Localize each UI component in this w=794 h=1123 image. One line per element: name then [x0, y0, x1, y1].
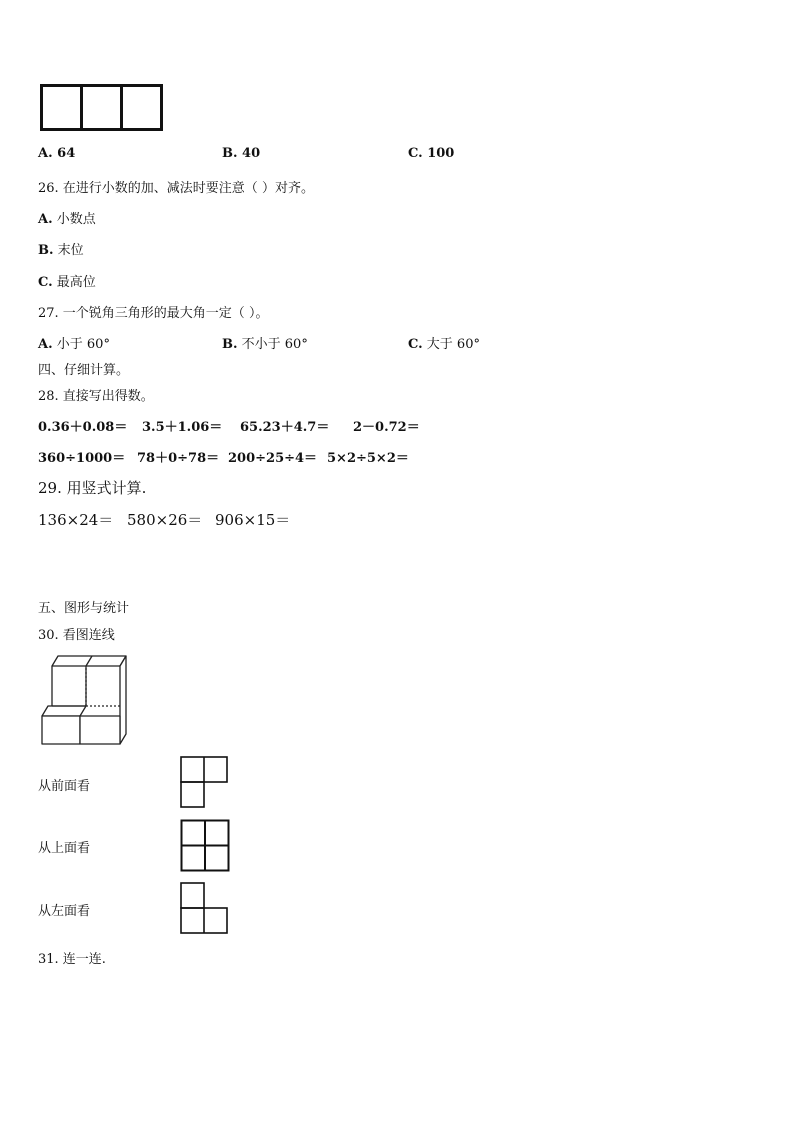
q29-stem: 29. 用竖式计算. [38, 479, 147, 497]
q29-item: 580×26＝ [127, 511, 203, 529]
view-label-top: 从上面看 [38, 841, 91, 856]
q26-option-a[interactable]: A. 小数点 [38, 212, 96, 227]
view-label-front: 从前面看 [38, 779, 91, 794]
q27-option-b[interactable]: B. 不小于 60° [222, 337, 308, 352]
q28-stem: 28. 直接写出得数。 [38, 389, 154, 404]
view-shape-1[interactable] [180, 756, 230, 810]
q29-item: 136×24＝ [38, 511, 114, 529]
view-shape-2[interactable] [180, 819, 232, 873]
q28-item: 200÷25÷4＝ [228, 451, 318, 466]
q28-item: 0.36＋0.08＝ [38, 420, 128, 435]
q28-item: 78＋0÷78＝ [137, 451, 220, 466]
q27-stem: 27. 一个锐角三角形的最大角一定（ ）。 [38, 306, 269, 321]
q25-option-b[interactable]: B. 40 [222, 146, 261, 161]
three-squares-figure [40, 84, 164, 132]
q25-option-c[interactable]: C. 100 [408, 146, 455, 161]
q28-item: 360÷1000＝ [38, 451, 126, 466]
q30-stem: 30. 看图连线 [38, 628, 115, 643]
q27-option-c[interactable]: C. 大于 60° [408, 337, 480, 352]
view-shape-3[interactable] [180, 882, 230, 936]
q28-item: 3.5＋1.06＝ [142, 420, 223, 435]
view-label-left: 从左面看 [38, 904, 91, 919]
section-4-title: 四、仔细计算。 [38, 363, 130, 378]
q26-option-c[interactable]: C. 最高位 [38, 275, 96, 290]
q26-option-b[interactable]: B. 末位 [38, 243, 84, 258]
q31-stem: 31. 连一连. [38, 952, 106, 967]
q25-option-a[interactable]: A. 64 [38, 146, 76, 161]
cube-stack-figure [40, 654, 130, 748]
section-5-title: 五、图形与统计 [38, 601, 130, 616]
q28-item: 5×2÷5×2＝ [327, 451, 409, 466]
q27-option-a[interactable]: A. 小于 60° [38, 337, 110, 352]
q28-item: 65.23＋4.7＝ [240, 420, 330, 435]
q26-stem: 26. 在进行小数的加、减法时要注意（ ）对齐。 [38, 181, 314, 196]
q29-item: 906×15＝ [215, 511, 291, 529]
q28-item: 2－0.72＝ [353, 420, 420, 435]
